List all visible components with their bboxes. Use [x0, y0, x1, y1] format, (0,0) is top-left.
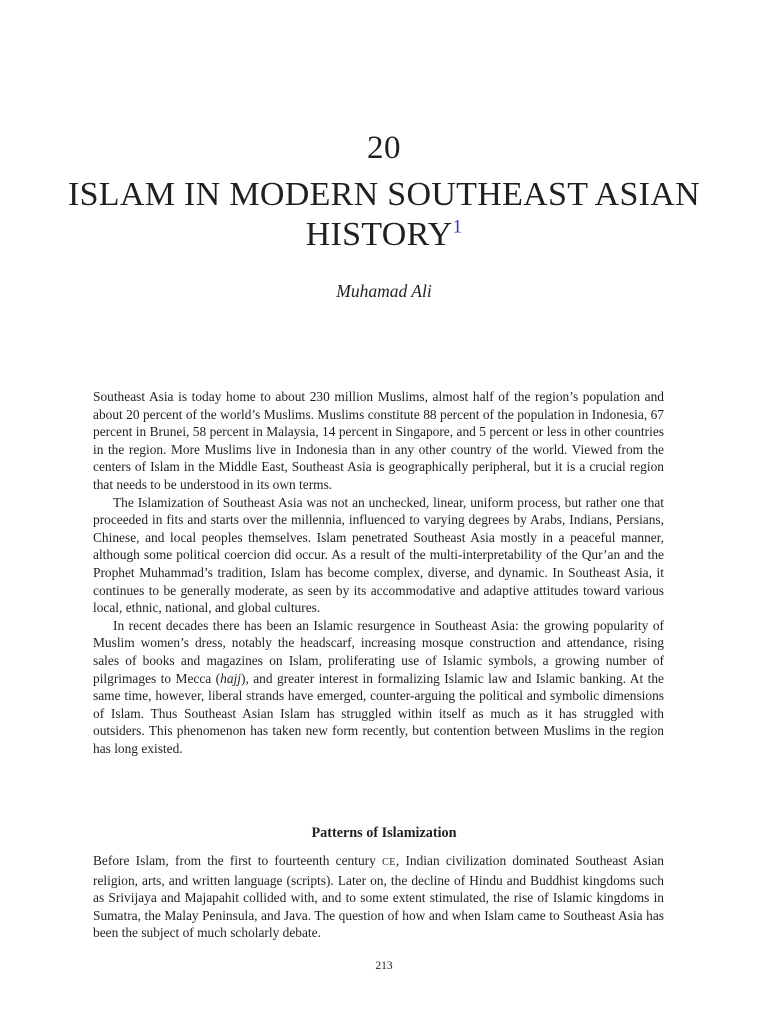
- section-text: [93, 852, 664, 942]
- body-text: [93, 388, 664, 757]
- section-paragraph: [93, 852, 664, 942]
- page-number: 213: [375, 960, 393, 972]
- section-text-after: , Indian civilization dominated Southeast Asian religion, arts, and written language (scripts). Later on, the decline of Hindu and Buddhist kingdoms such as Srivijaya and Majapahit collided with, and to some extent stimulated, the rise of Islamic kingdoms in Sumatra, the Malay Peninsula, and Java. The question of how and when Islam came to Southeast Asia has been the subject of much scholarly debate.: [93, 853, 664, 941]
- paragraph-3-text-before: In recent decades there has been an Islamic resurgence in Southeast Asia: the growing popularity of Muslim women’s dress, notably the headscarf, increasing mosque construction and attendance, rising sales of books and magazines on Islam, proliferating use of Islamic symbols, a growing number of pilgrimages to Mecca (: [93, 617, 664, 686]
- hajj-term: hajj: [220, 670, 241, 686]
- section-heading: Patterns of Islamization: [311, 825, 457, 841]
- chapter-number: 20: [367, 130, 401, 166]
- paragraph-3: [93, 617, 664, 758]
- chapter-title-text: ISLAM IN MODERN SOUTHEAST ASIAN HISTORY: [67, 176, 701, 253]
- footnote-reference-link[interactable]: 1: [452, 216, 463, 238]
- paragraph-3-text-after: ), and greater interest in formalizing Islamic law and Islamic banking. At the same time, however, liberal strands have emerged, counter-arguing the political and symbolic dimensions of Islam. Thus Southeast Asian Islam has struggled within itself as much as it has struggled with outsiders. This phenomenon has taken new form recently, but contention between Muslims in the region has long existed.: [93, 670, 664, 756]
- section-text-before: Before Islam, from the first to fourteenth century: [93, 853, 383, 868]
- paragraph-2: The Islamization of Southeast Asia was not an unchecked, linear, uniform process, but rather one that proceeded in fits and starts over the millennia, influenced to varying degrees by Arabs, Indians, Persians, Chinese, and local peoples themselves. Islam penetrated Southeast Asia mostly in a peaceful manner, although some political coercion did occur. As a result of the multi-interpretability of the Qur’an and the Prophet Muhammad’s tradition, Islam has become complex, diverse, and dynamic. In Southeast Asia, it continues to be generally moderate, as seen by its accommodative and adaptive attitudes toward various local, ethnic, national, and global cultures.: [93, 494, 664, 616]
- era-abbreviation: CE: [382, 857, 396, 868]
- author-name: Muhamad Ali: [336, 281, 432, 301]
- chapter-title: [60, 175, 708, 255]
- paragraph-1: Southeast Asia is today home to about 230 million Muslims, almost half of the region’s population and about 20 percent of the world’s Muslims. Muslims constitute 88 percent of the population in Indonesia, 67 percent in Brunei, 58 percent in Malaysia, 14 percent in Singapore, and 5 percent or less in other countries in the region. More Muslims live in Indonesia than in any other country of the world. Viewed from the centers of Islam in the Middle East, Southeast Asia is geographically peripheral, but it is a crucial region that needs to be understood in its own terms.: [93, 389, 664, 492]
